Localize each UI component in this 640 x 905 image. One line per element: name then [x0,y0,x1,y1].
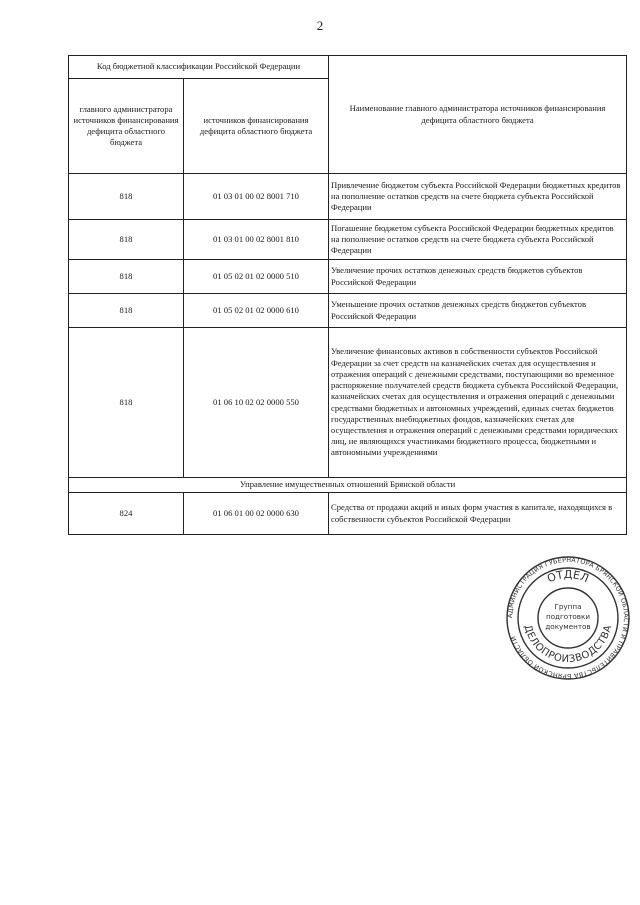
page-number: 2 [316,18,324,33]
office-seal-stamp [505,555,631,681]
header-admin-name: Наименование главного администратора источников финансирования дефицита областного бюджета [329,56,627,174]
table-row [69,220,627,260]
section-title: Управление имущественных отношений Брянской области [69,478,627,493]
admin-code-cell: 818 [69,294,184,328]
stamp-center-line-2: подготовки [545,612,591,621]
section-header-row [69,478,627,493]
table-row [69,260,627,294]
budget-classification-table [68,55,627,535]
header-admin-code: главного администратора источников финансирования дефицита областного бюджета [69,79,184,174]
name-cell: Средства от продажи акций и иных форм участия в капитале, находящихся в собственности субъектов Российской Федерации [329,493,627,535]
source-code-cell: 01 06 01 00 02 0000 630 [184,493,329,535]
stamp-outer-text: АДМИНИСТРАЦИЯ ГУБЕРНАТОРА БРЯНСКОЙ ОБЛАСТИ И ПРАВИТЕЛЬСТВА БРЯНСКОЙ ОБЛАСТИ [505,555,631,681]
table-row [69,328,627,478]
source-code-cell: 01 03 01 00 02 8001 810 [184,220,329,260]
stamp-center-line-3: документов [545,622,591,631]
header-source-code: источников финансирования дефицита областного бюджета [184,79,329,174]
stamp-ring-bottom: ДЕЛОПРОИЗВОДСТВА [521,623,615,666]
table-row [69,493,627,535]
source-code-cell: 01 03 01 00 02 8001 710 [184,174,329,220]
table-row [69,174,627,220]
stamp-ring-top: ОТДЕЛ [545,567,591,586]
name-cell: Увеличение прочих остатков денежных средств бюджетов субъектов Российской Федерации [329,260,627,294]
source-code-cell: 01 05 02 01 02 0000 610 [184,294,329,328]
source-code-cell: 01 06 10 02 02 0000 550 [184,328,329,478]
admin-code-cell: 818 [69,174,184,220]
stamp-center-line-1: Группа [554,602,582,611]
name-cell: Увеличение финансовых активов в собственности субъектов Российской Федерации за счет средств на казначейских счетах для осуществления и отражения операций с денежными средствами, поступающими во временное распоряжение получателей средств бюджета субъекта Российской Федерации, казначейских счетах для осуществления и отражения операций с денежными средствами бюджетных и автономных учреждений, единых счетах бюджетов государственных внебюджетных фондов, казначейских счетах для осуществления и отражения операций с денежными средствами юридических лиц, не являющихся участниками бюджетного процесса, бюджетными и автономными учреждениями [329,328,627,478]
table-row [69,294,627,328]
name-cell: Уменьшение прочих остатков денежных средств бюджетов субъектов Российской Федерации [329,294,627,328]
name-cell: Погашение бюджетом субъекта Российской Федерации бюджетных кредитов на пополнение остатков средств на счете бюджета субъекта Российской Федерации [329,220,627,260]
admin-code-cell: 818 [69,328,184,478]
name-cell: Привлечение бюджетом субъекта Российской Федерации бюджетных кредитов на пополнение остатков средств на счете бюджета субъекта Российской Федерации [329,174,627,220]
table-header-row [69,56,627,79]
admin-code-cell: 818 [69,260,184,294]
source-code-cell: 01 05 02 01 02 0000 510 [184,260,329,294]
admin-code-cell: 818 [69,220,184,260]
header-code-group: Код бюджетной классификации Российской Федерации [69,56,329,79]
admin-code-cell: 824 [69,493,184,535]
